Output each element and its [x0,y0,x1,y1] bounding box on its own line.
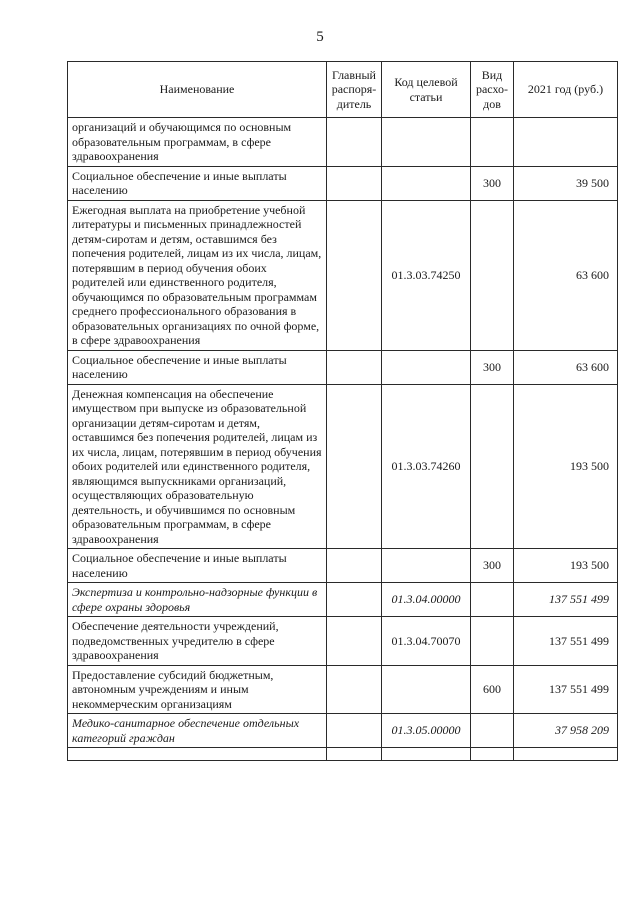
cell-name: Ежегодная выплата на приобретение учебной литературы и письменных принадлежностей детям-сиротам и детям, оставшимся без попечения родителей, лицам из их числа, лицам, потерявшим в период обучения обоих родителей или единственного родителя, обучающимся по образовательным программам среднего профессионального образования в образовательных организациях по очной форме, в сфере здравоохранения [68,200,327,350]
cell-type [471,384,514,549]
cell-amount [514,118,618,167]
header-name: Наименование [68,62,327,118]
cell-amount: 63 600 [514,350,618,384]
cell-admin [327,384,382,549]
cell-empty [471,748,514,761]
cell-type: 300 [471,549,514,583]
cell-amount: 137 551 499 [514,617,618,666]
table-row [68,665,618,714]
cell-code: 01.3.04.00000 [382,583,471,617]
cell-amount: 37 958 209 [514,714,618,748]
cell-name: Социальное обеспечение и иные выплаты населению [68,549,327,583]
table-row [68,384,618,549]
cell-amount: 193 500 [514,384,618,549]
table-row [68,166,618,200]
cell-admin [327,166,382,200]
cell-admin [327,549,382,583]
cell-code [382,118,471,167]
cell-amount: 137 551 499 [514,583,618,617]
table-row [68,118,618,167]
header-type: Вид расхо-дов [471,62,514,118]
cell-name: Денежная компенсация на обеспечение имуществом при выпуске из образовательной организации детям-сиротам и детям, оставшимся без попечения родителей, лицам из их числа, лицам, потерявшим в период обучения обоих родителей или единственного родителя, являющимся выпускниками организаций, осуществляющих образовательную деятельность, и обучившимся по основным образовательным программам, в сфере здравоохранения [68,384,327,549]
cell-type: 300 [471,166,514,200]
cell-type: 600 [471,665,514,714]
cell-amount: 137 551 499 [514,665,618,714]
table-row [68,350,618,384]
cell-type: 300 [471,350,514,384]
header-admin: Главный распоря-дитель [327,62,382,118]
cell-empty [68,748,327,761]
cell-code [382,166,471,200]
header-code: Код целевой статьи [382,62,471,118]
cell-admin [327,350,382,384]
cell-admin [327,118,382,167]
cell-type [471,617,514,666]
table-row-spacer [68,748,618,761]
cell-type [471,583,514,617]
table-row [68,583,618,617]
cell-name: Социальное обеспечение и иные выплаты населению [68,166,327,200]
cell-code: 01.3.03.74260 [382,384,471,549]
cell-admin [327,714,382,748]
table-row [68,549,618,583]
table-row [68,200,618,350]
cell-name: Предоставление субсидий бюджетным, автономным учреждениям и иным некоммерческим организациям [68,665,327,714]
cell-admin [327,665,382,714]
cell-code: 01.3.05.00000 [382,714,471,748]
table-body [68,118,618,761]
cell-empty [327,748,382,761]
cell-empty [514,748,618,761]
cell-code [382,549,471,583]
cell-code: 01.3.03.74250 [382,200,471,350]
cell-amount: 39 500 [514,166,618,200]
cell-admin [327,583,382,617]
cell-code: 01.3.04.70070 [382,617,471,666]
cell-name: Экспертиза и контрольно-надзорные функции в сфере охраны здоровья [68,583,327,617]
cell-amount: 193 500 [514,549,618,583]
cell-admin [327,200,382,350]
cell-type [471,714,514,748]
cell-admin [327,617,382,666]
page-number: 5 [316,29,324,45]
table-row [68,617,618,666]
cell-name: организаций и обучающимся по основным образовательным программам, в сфере здравоохранения [68,118,327,167]
cell-type [471,200,514,350]
table-header-row [68,62,618,118]
table-row [68,714,618,748]
cell-amount: 63 600 [514,200,618,350]
cell-code [382,350,471,384]
cell-name: Обеспечение деятельности учреждений, подведомственных учредителю в сфере здравоохранения [68,617,327,666]
cell-type [471,118,514,167]
cell-empty [382,748,471,761]
cell-code [382,665,471,714]
cell-name: Медико-санитарное обеспечение отдельных категорий граждан [68,714,327,748]
header-amount: 2021 год (руб.) [514,62,618,118]
cell-name: Социальное обеспечение и иные выплаты населению [68,350,327,384]
budget-table [67,61,618,761]
